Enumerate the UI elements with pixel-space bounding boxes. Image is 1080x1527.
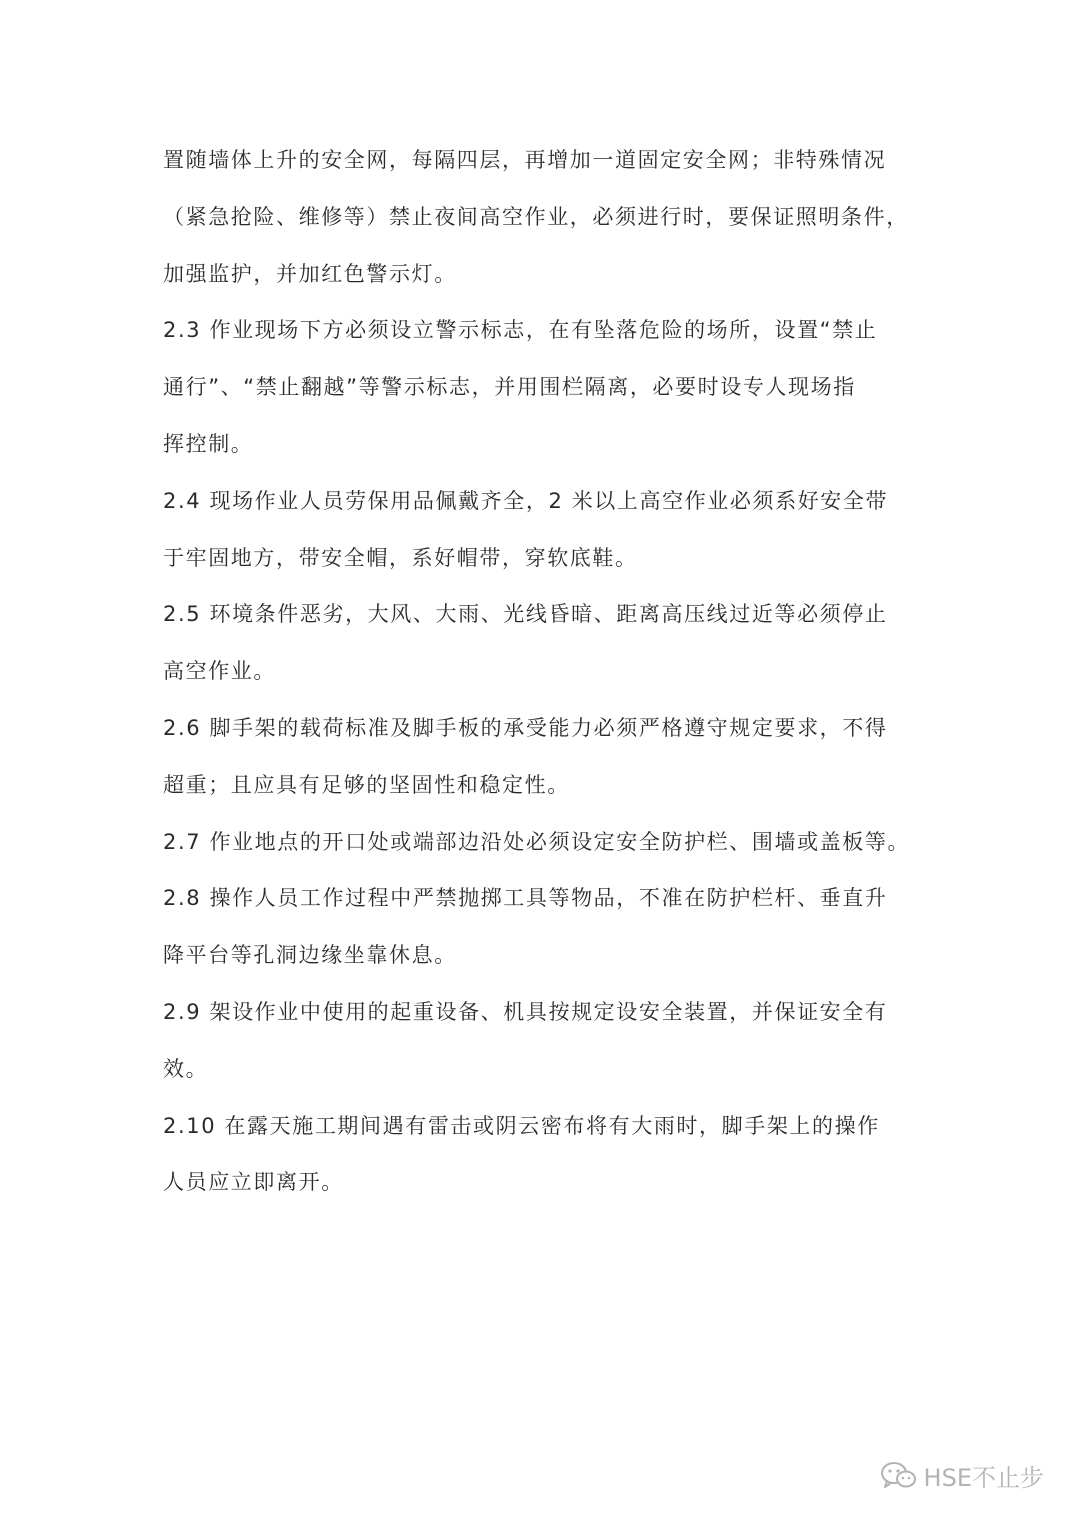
text-line: 挥控制。 <box>163 431 254 456</box>
text-line: 通行”、“禁止翻越”等警示标志，并用围栏隔离，必要时设专人现场指 <box>163 375 856 400</box>
text-line: 2.6 脚手架的载荷标准及脚手板的承受能力必须严格遵守规定要求，不得 <box>163 715 888 740</box>
text-line: 置随墙体上升的安全网，每隔四层，再增加一道固定安全网；非特殊情况 <box>163 148 887 172</box>
text-line: 2.8 操作人员工作过程中严禁抛掷工具等物品，不准在防护栏杆、垂直升 <box>163 886 888 911</box>
document-body <box>163 132 933 1211</box>
watermark-text: HSE不止步 <box>923 1464 1044 1492</box>
text-line: 降平台等孔洞边缘坐靠休息。 <box>163 943 457 968</box>
wechat-watermark <box>880 1458 1044 1493</box>
text-line: 2.10 在露天施工期间遇有雷击或阴云密布将有大雨时，脚手架上的操作 <box>163 1113 880 1138</box>
text-line: 超重；且应具有足够的坚固性和稳定性。 <box>163 772 570 797</box>
text-line: 效。 <box>163 1056 209 1081</box>
text-line: （紧急抢险、维修等）禁止夜间高空作业，必须进行时，要保证照明条件， <box>163 204 909 229</box>
text-line: 2.7 作业地点的开口处或端部边沿处必须设定安全防护栏、围墙或盖板等。 <box>163 829 911 854</box>
text-line: 于牢固地方，带安全帽，系好帽带，穿软底鞋。 <box>163 545 638 570</box>
text-line: 2.3 作业现场下方必须设立警示标志，在有坠落危险的场所，设置“禁止 <box>163 318 878 343</box>
text-line: 2.5 环境条件恶劣，大风、大雨、光线昏暗、距离高压线过近等必须停止 <box>163 602 888 627</box>
text-line: 2.4 现场作业人员劳保用品佩戴齐全，2 米以上高空作业必须系好安全带 <box>163 488 889 513</box>
text-line: 高空作业。 <box>163 659 276 684</box>
text-line: 加强监护，并加红色警示灯。 <box>163 261 457 286</box>
text-line: 人员应立即离开。 <box>163 1170 344 1195</box>
text-line: 2.9 架设作业中使用的起重设备、机具按规定设安全装置，并保证安全有 <box>163 999 888 1024</box>
wechat-icon <box>880 1461 918 1491</box>
